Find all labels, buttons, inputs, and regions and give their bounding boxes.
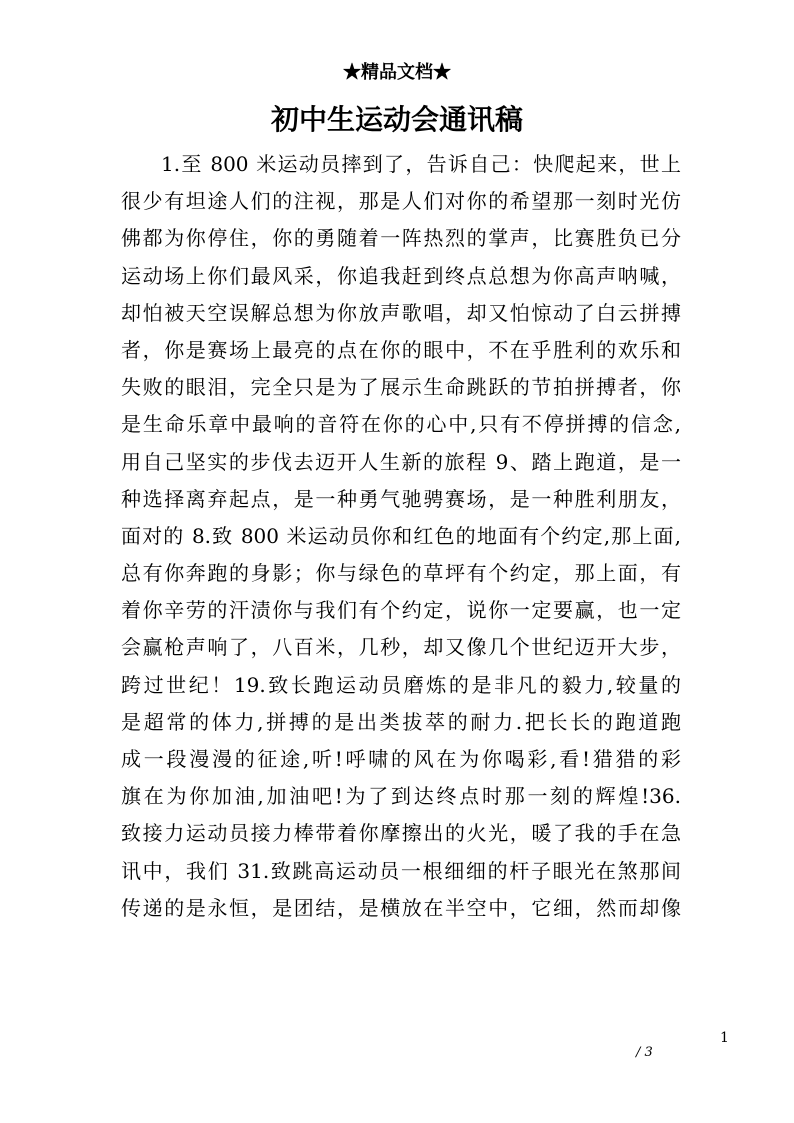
body-line: 是超常的体力,拼搏的是出类拔萃的耐力.把长长的跑道跑 xyxy=(121,709,681,734)
body-line: 传递的是永恒，是团结，是横放在半空中，它细，然而却像 xyxy=(121,895,681,920)
body-line: 着你辛劳的汗渍你与我们有个约定，说你一定要赢，也一定 xyxy=(121,598,681,623)
body-line: 佛都为你停住，你的勇随着一阵热烈的掌声，比赛胜负已分 xyxy=(121,226,681,251)
body-line: 讯中，我们 31.致跳高运动员一根细细的杆子眼光在煞那间 xyxy=(121,858,681,883)
body-line: 总有你奔跑的身影；你与绿色的草坪有个约定，那上面，有 xyxy=(121,561,681,586)
document-body xyxy=(121,146,681,927)
body-line: 却怕被天空误解总想为你放声歌唱，却又怕惊动了白云拼搏 xyxy=(121,300,681,325)
body-line: 是生命乐章中最响的音符在你的心中,只有不停拼搏的信念, xyxy=(121,412,681,437)
body-line: 跨过世纪！19.致长跑运动员磨炼的是非凡的毅力,较量的 xyxy=(121,672,681,697)
page-count: / 3 xyxy=(636,1045,653,1060)
document-title: 初中生运动会通讯稿 xyxy=(270,103,523,136)
body-line: 种选择离弃起点，是一种勇气驰骋赛场，是一种胜利朋友， xyxy=(121,486,681,511)
header-quality-mark: ★精品文档★ xyxy=(343,62,451,83)
body-line: 面对的 8.致 800 米运动员你和红色的地面有个约定,那上面, xyxy=(121,523,681,548)
body-line: 会赢枪声响了，八百米，几秒，却又像几个世纪迈开大步， xyxy=(121,635,681,660)
body-line: 1.至 800 米运动员摔到了，告诉自己：快爬起来，世上 xyxy=(161,152,681,176)
page-number: 1 xyxy=(720,1030,729,1046)
body-line: 用自己坚实的步伐去迈开人生新的旅程 9、踏上跑道，是一 xyxy=(121,449,681,474)
body-line: 成一段漫漫的征途,听!呼啸的风在为你喝彩,看!猎猎的彩 xyxy=(121,747,681,771)
body-line: 很少有坦途人们的注视，那是人们对你的希望那一刻时光仿 xyxy=(121,189,681,214)
body-line: 旗在为你加油,加油吧!为了到达终点时那一刻的辉煌!36. xyxy=(121,784,681,809)
body-line: 运动场上你们最风采，你追我赶到终点总想为你高声呐喊， xyxy=(121,263,681,288)
body-line: 者，你是赛场上最亮的点在你的眼中，不在乎胜利的欢乐和 xyxy=(121,337,681,362)
body-line: 失败的眼泪，完全只是为了展示生命跳跃的节拍拼搏者，你 xyxy=(121,375,681,400)
body-line: 致接力运动员接力棒带着你摩擦出的火光，暖了我的手在急 xyxy=(121,821,681,846)
